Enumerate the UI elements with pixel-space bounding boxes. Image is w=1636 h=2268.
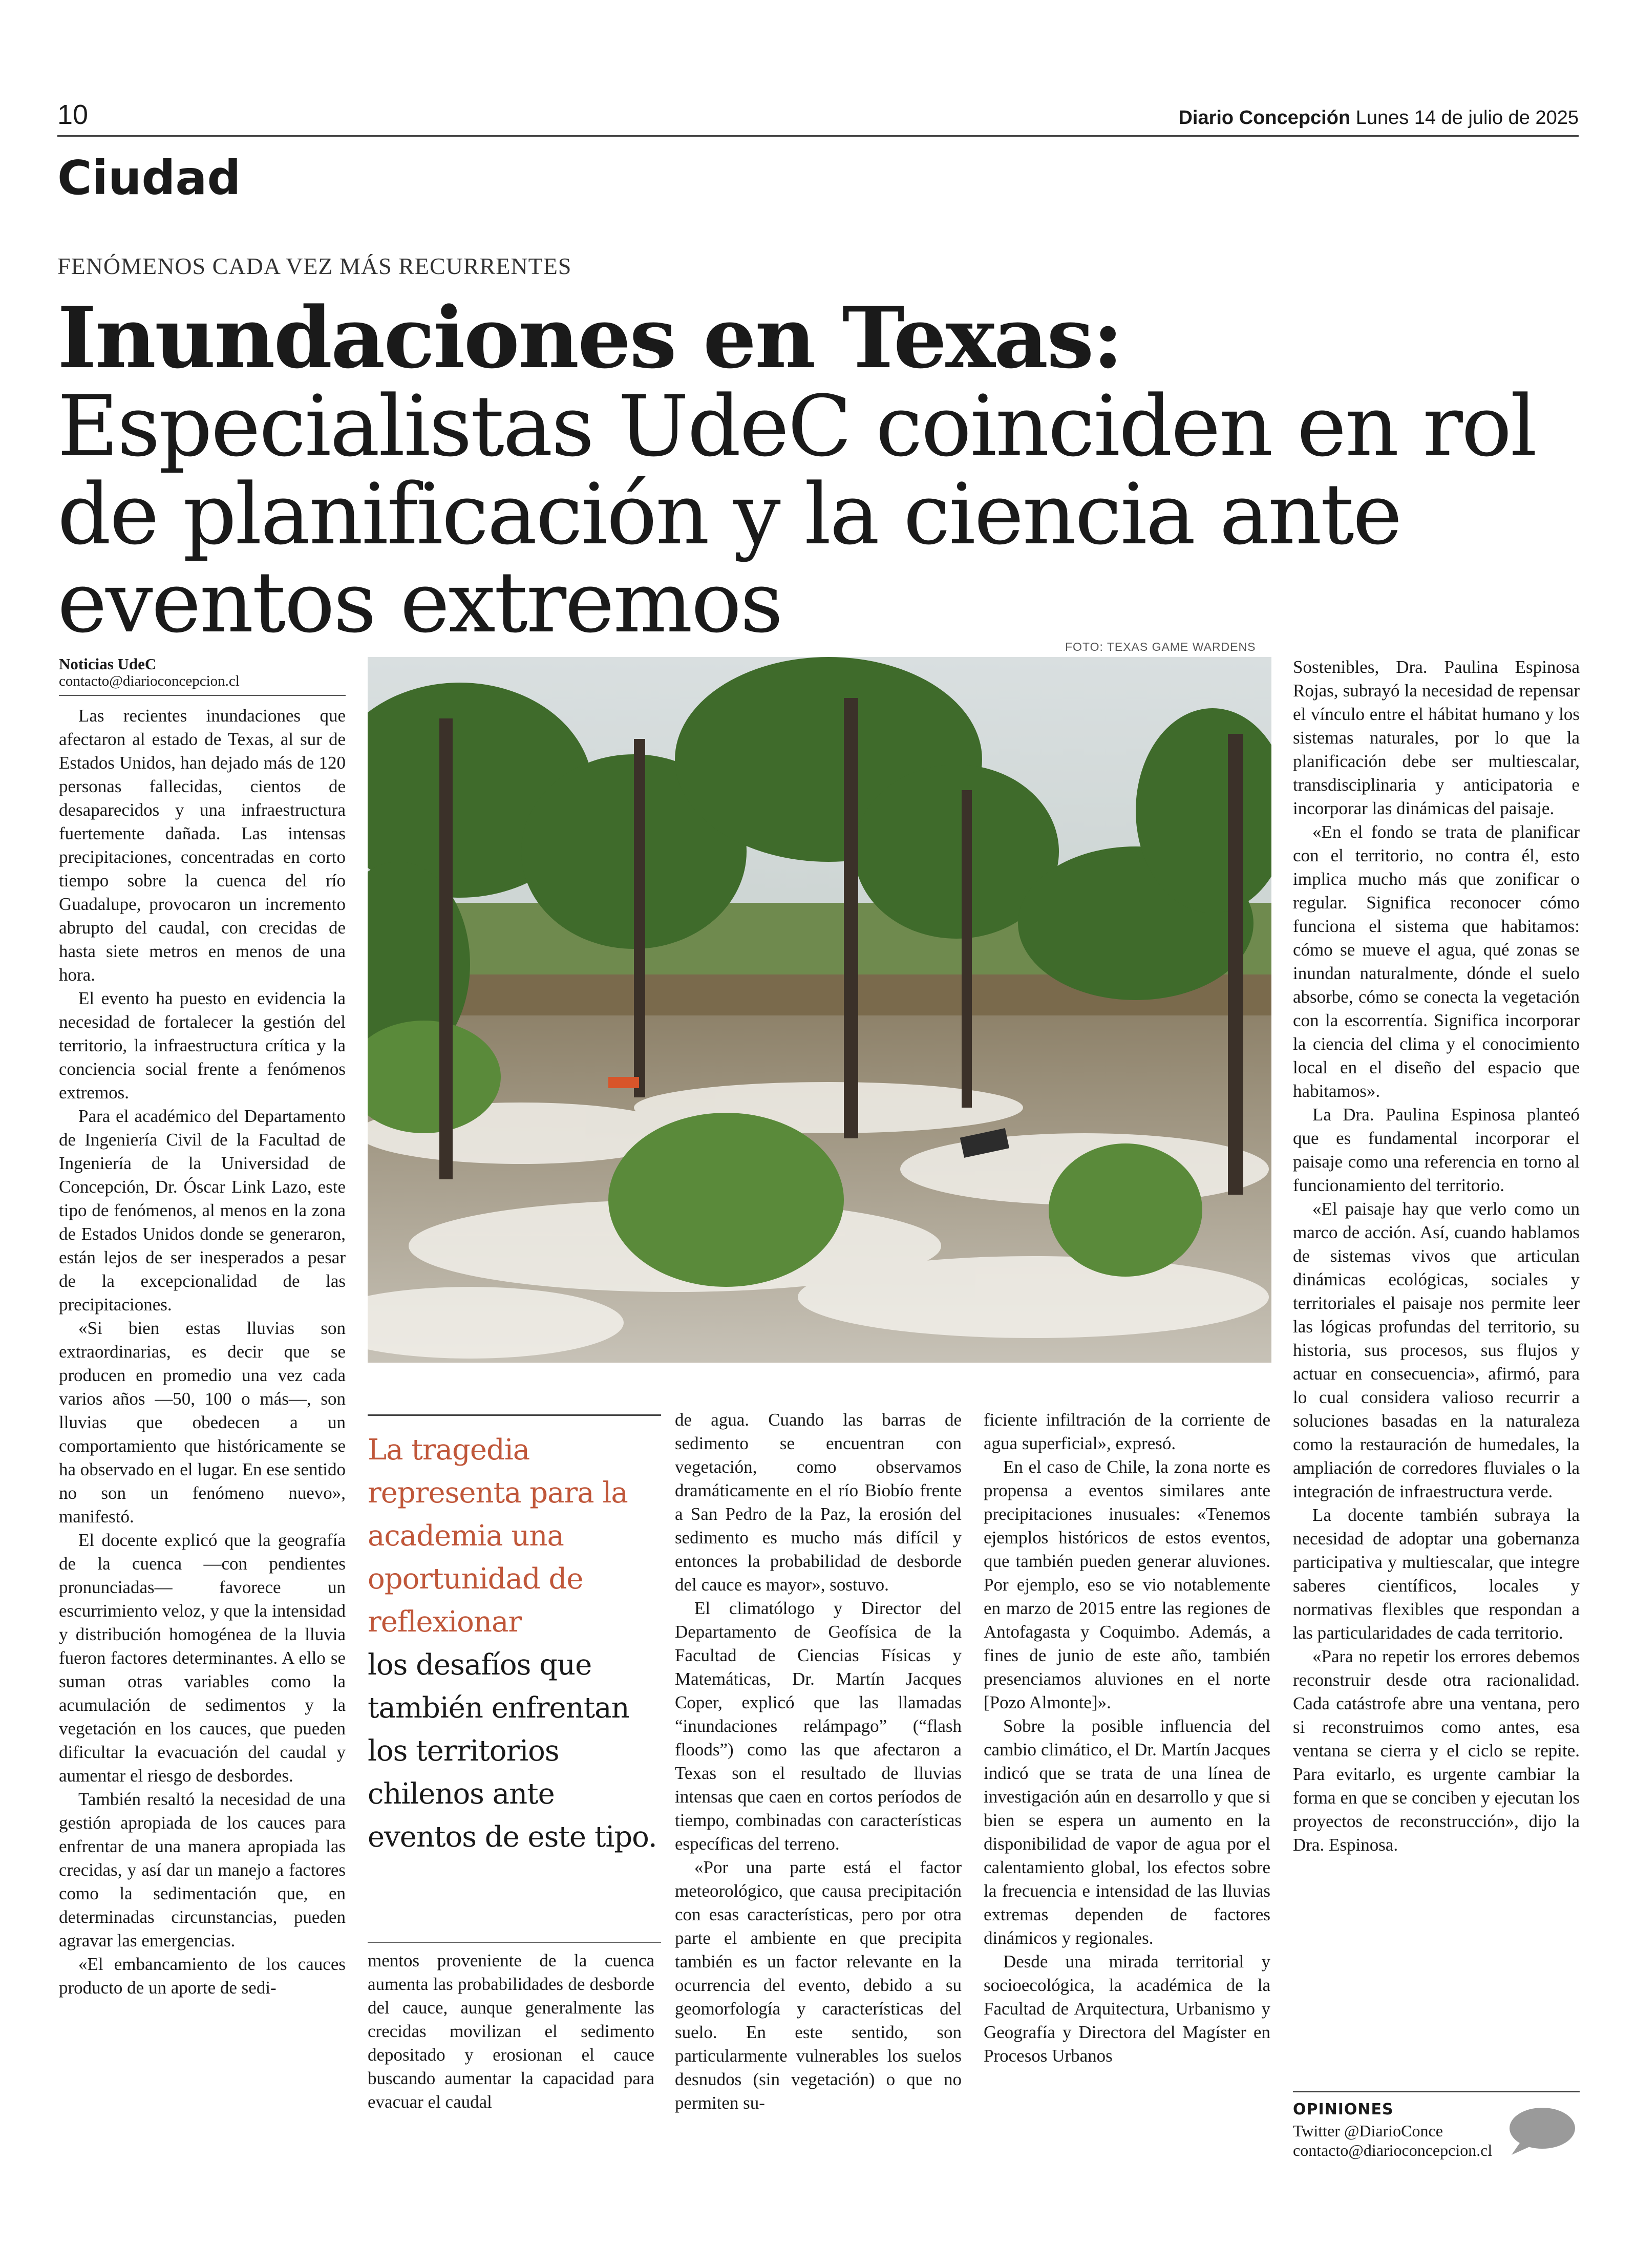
opinions-twitter: Twitter @DiarioConce xyxy=(1293,2122,1443,2140)
photo-credit: FOTO: TEXAS GAME WARDENS xyxy=(1065,640,1256,653)
section-title: Ciudad xyxy=(57,151,241,205)
paragraph: «Si bien estas lluvias son extraordinarias, es decir que se producen en promedio una vez cada varios años —50, 100 o más—, son lluvias que obedecen a un comportamiento que históricamente se ha observado en el lugar. En ese sentido no son un fenómeno nuevo», manifestó. xyxy=(59,1318,346,1527)
paragraph: El evento ha puesto en evidencia la necesidad de fortalecer la gestión del territorio, la infraestructura crítica y la conciencia social frente a fenómenos extremos. xyxy=(59,988,346,1103)
article-column-2 xyxy=(368,1949,654,2114)
article-column-1 xyxy=(59,704,346,2000)
pullquote-text: los desafíos que también enfrentan los territorios chilenos ante eventos de este tipo. xyxy=(368,1648,657,1854)
paragraph: ficiente infiltración de la corriente de agua superficial», expresó. xyxy=(984,1410,1270,1453)
newspaper-name: Diario Concepción xyxy=(1178,107,1351,129)
page-number: 10 xyxy=(57,99,89,130)
flood-photo xyxy=(368,657,1271,1363)
paragraph: de agua. Cuando las barras de sedimento se encuentran con vegetación, como observamos dramáticamente en el río Biobío frente a San Pedro de la Paz, la erosión del sedimento es mucho más difícil y entonces la probabilidad de desborde del cauce es mayor», sostuvo. xyxy=(675,1410,962,1595)
paragraph: «Para no repetir los errores debemos reconstruir desde otra racionalidad. Cada catástrofe abre una ventana, pero si reconstruimos como antes, esa ventana se cierra y el ciclo se repite. Para evitarlo, es urgente cambiar la forma en que se conciben y ejecutan los proyectos de reconstrucción», dijo la Dra. Espinosa. xyxy=(1293,1646,1580,1855)
paragraph: También resaltó la necesidad de una gestión apropiada de los cauces para enfrentar de una manera apropiada las crecidas, y así dar un manejo a factores como la sedimentación que, en determinadas circunstancias, pueden agravar las emergencias. xyxy=(59,1789,346,1951)
paragraph: «Por una parte está el factor meteorológico, que causa precipitación con esas características, pero por otra parte el ambiente en que precipita también es un factor relevante en la ocurrencia del evento, debido a su geomorfología y características del suelo. En este sentido, son particularmente vulnerables los suelos desnudos (sin vegetación) o que no permiten su- xyxy=(675,1857,962,2113)
issue-date: Lunes 14 de julio de 2025 xyxy=(1355,107,1579,129)
headline-bold: Inundaciones en Texas: xyxy=(57,288,1122,387)
pullquote-rule-bottom xyxy=(368,1942,661,1943)
headline xyxy=(57,288,1579,651)
paragraph: «En el fondo se trata de planificar con el territorio, no contra él, esto implica mucho más que zonificar o regular. Significa reconocer cómo funciona el sistema que habitamos: cómo se mueve el agua, qué zonas se inundan naturalmente, dónde el suelo absorbe, cómo se conecta la vegetación con la escorrentía. Significa incorporar la ciencia del clima y el conocimiento local en el diseño del espacio que habitamos». xyxy=(1293,822,1580,1101)
pullquote-rule-top xyxy=(368,1414,661,1416)
opinions-rule xyxy=(1293,2091,1580,2092)
article-column-3 xyxy=(675,1408,962,2115)
paragraph: «El paisaje hay que verlo como un marco de acción. Así, cuando hablamos de sistemas vivos que articulan dinámicas ecológicas, sociales y territoriales el paisaje nos permite leer las lógicas profundas del territorio, su historia, sus procesos, sus flujos y actuar en consecuencia», afirmó, para lo cual considera valioso recurrir a soluciones basadas en la naturaleza como la restauración de humedales, la ampliación de corredores fluviales o la integración de infraestructura verde. xyxy=(1293,1199,1580,1501)
article-column-5 xyxy=(1293,655,1580,1857)
byline-author: Noticias UdeC xyxy=(59,655,157,673)
speech-bubble-icon xyxy=(1505,2106,1577,2157)
paragraph: La Dra. Paulina Espinosa planteó que es fundamental incorporar el paisaje como una referencia en torno al funcionamiento del territorio. xyxy=(1293,1105,1580,1195)
paragraph: mentos proveniente de la cuenca aumenta las probabilidades de desborde del cauce, aunque generalmente las crecidas movilizan el sedimento depositado y erosionan el cauce buscando aumentar la capacidad para evacuar el caudal xyxy=(368,1951,654,2112)
header-rule xyxy=(57,135,1579,137)
opinions-email: contacto@diarioconcepcion.cl xyxy=(1293,2141,1493,2159)
paragraph: «El embancamiento de los cauces producto de un aporte de sedi- xyxy=(59,1954,346,1998)
kicker: FENÓMENOS CADA VEZ MÁS RECURRENTES xyxy=(57,253,572,279)
paragraph: El docente explicó que la geografía de la cuenca —con pendientes pronunciadas— favorece un escurrimiento veloz, y que la intensidad y distribución homogénea de la lluvia fueron factores determinantes. A ello se suman otras variables como la acumulación de sedimentos y la vegetación en los cauces, que pueden dificultar la evacuación del caudal y aumentar el riesgo de desbordes. xyxy=(59,1530,346,1786)
pullquote-highlight: La tragedia representa para la academia una oportunidad de reflexionar xyxy=(368,1433,628,1639)
newspaper-dateline xyxy=(1178,107,1579,129)
paragraph: La docente también subraya la necesidad de adoptar una gobernanza participativa y multiescalar, que integre saberes científicos, locales y normativas flexibles que respondan a las particularidades de cada territorio. xyxy=(1293,1505,1580,1643)
paragraph: Las recientes inundaciones que afectaron al estado de Texas, al sur de Estados Unidos, han dejado más de 120 personas fallecidas, cientos de desaparecidos y una infraestructura fuertemente dañada. Las intensas precipitaciones, concentradas en corto tiempo sobre la cuenca del río Guadalupe, provocaron un incremento abrupto del caudal, con crecidas de hasta siete metros en menos de una hora. xyxy=(59,706,346,985)
paragraph: Sobre la posible influencia del cambio climático, el Dr. Martín Jacques indicó que se trata de una línea de investigación aún en desarrollo y que si bien se espera un aumento en la disponibilidad de vapor de agua por el calentamiento global, los efectos sobre la frecuencia e intensidad de las lluvias extremas dependen de factores dinámicos y regionales. xyxy=(984,1716,1270,1948)
paragraph: El climatólogo y Director del Departamento de Geofísica de la Facultad de Ciencias Físicas y Matemáticas, Dr. Martín Jacques Coper, explicó que las llamadas “inundaciones relámpago” (“flash floods”) como las que afectaron a Texas son el resultado de lluvias intensas que caen en cortos períodos de tiempo, combinadas con características específicas del terreno. xyxy=(675,1598,962,1854)
article-column-4 xyxy=(984,1408,1270,2068)
headline-rest: Especialistas UdeC coinciden en rol de planificación y la ciencia ante eventos extremos xyxy=(57,377,1536,651)
byline-email: contacto@diarioconcepcion.cl xyxy=(59,673,240,689)
byline-rule xyxy=(59,695,346,696)
paragraph: Para el académico del Departamento de Ingeniería Civil de la Facultad de Ingeniería de la Universidad de Concepción, Dr. Óscar Link Lazo, este tipo de fenómenos, al menos en la zona de Estados Unidos donde se generaron, están lejos de ser inesperados a pesar de la excepcionalidad de las precipitaciones. xyxy=(59,1106,346,1315)
paragraph: Sostenibles, Dra. Paulina Espinosa Rojas, subrayó la necesidad de repensar el vínculo entre el hábitat humano y los sistemas naturales, por lo que la planificación debe ser multiescalar, transdisciplinaria y anticipatoria e incorporar las dinámicas del paisaje. xyxy=(1293,657,1580,818)
paragraph: Desde una mirada territorial y socioecológica, la académica de la Facultad de Arquitectura, Urbanismo y Geografía y Directora del Magíster en Procesos Urbanos xyxy=(984,1952,1270,2066)
paragraph: En el caso de Chile, la zona norte es propensa a eventos similares ante precipitaciones inusuales: «Tenemos ejemplos históricos de estos eventos, que también pueden generar aluviones. Por ejemplo, eso se vio notablemente en marzo de 2015 entre las regiones de Antofagasta y Coquimbo. Además, a fines de junio de este año, también presenciamos aluviones en el norte [Pozo Almonte]». xyxy=(984,1457,1270,1712)
opinions-title: OPINIONES xyxy=(1293,2101,1394,2118)
